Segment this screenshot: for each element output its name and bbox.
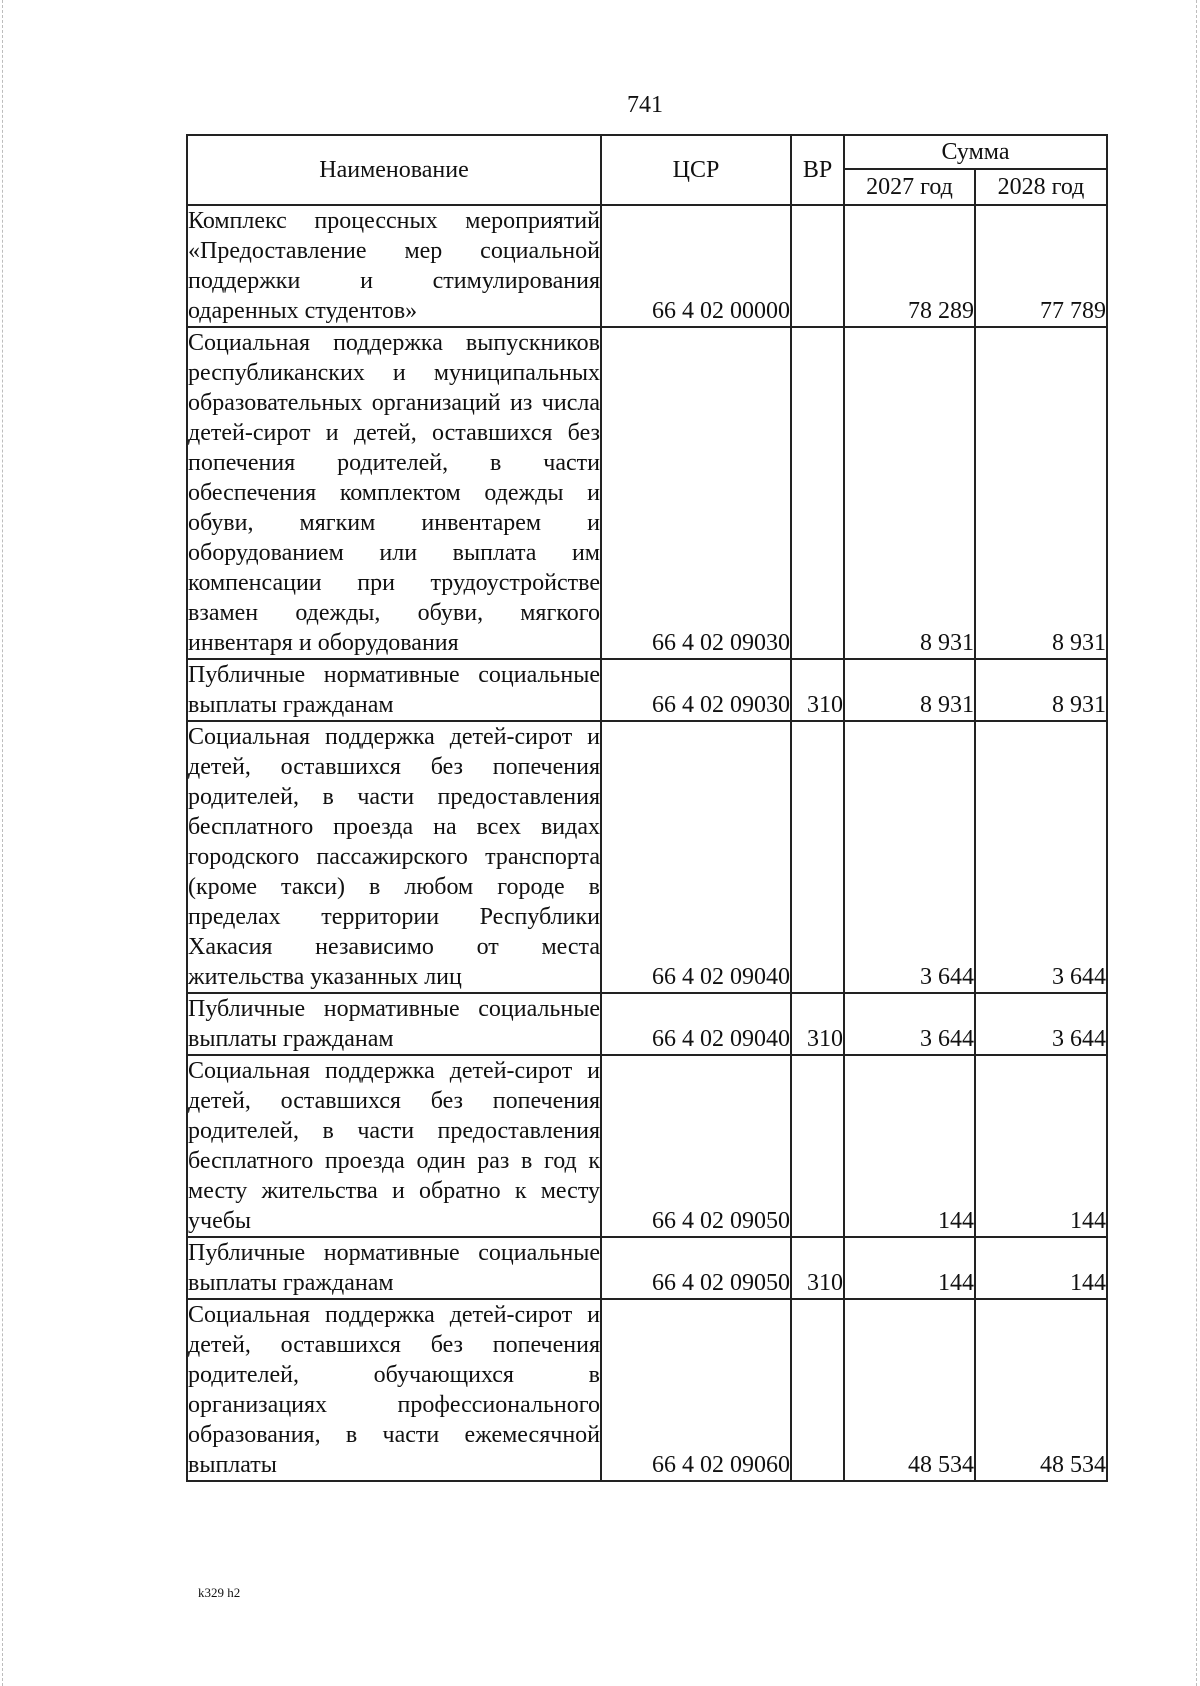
header-csr: ЦСР xyxy=(601,135,791,205)
row-vr: 310 xyxy=(791,1237,844,1299)
row-sum-2028: 77 789 xyxy=(975,205,1107,327)
table-row xyxy=(187,659,1107,721)
row-vr: 310 xyxy=(791,659,844,721)
row-vr xyxy=(791,1299,844,1481)
scan-edge-left xyxy=(2,0,3,1686)
row-sum-2027: 8 931 xyxy=(844,659,975,721)
header-vr: ВР xyxy=(791,135,844,205)
header-name: Наименование xyxy=(187,135,601,205)
row-csr: 66 4 02 09050 xyxy=(601,1237,791,1299)
row-sum-2027: 3 644 xyxy=(844,993,975,1055)
row-csr: 66 4 02 09030 xyxy=(601,659,791,721)
row-vr xyxy=(791,327,844,659)
row-name: Социальная поддержка детей-сирот и детей, оставшихся без попечения родителей, обучающихся в организациях профессионального образования, в части ежемесячной выплаты xyxy=(187,1299,601,1481)
table-row xyxy=(187,205,1107,327)
row-csr: 66 4 02 09060 xyxy=(601,1299,791,1481)
page-number: 741 xyxy=(627,92,663,118)
row-sum-2028: 144 xyxy=(975,1055,1107,1237)
row-csr: 66 4 02 09040 xyxy=(601,993,791,1055)
budget-table xyxy=(186,134,1108,1482)
table-row xyxy=(187,721,1107,993)
table-header xyxy=(187,135,1107,205)
table-row xyxy=(187,1055,1107,1237)
row-vr: 310 xyxy=(791,993,844,1055)
row-csr: 66 4 02 09050 xyxy=(601,1055,791,1237)
row-name: Социальная поддержка детей-сирот и детей, оставшихся без попечения родителей, в части предоставления бесплатного проезда один раз в год к месту жительства и обратно к месту учебы xyxy=(187,1055,601,1237)
row-csr: 66 4 02 09030 xyxy=(601,327,791,659)
table-body xyxy=(187,205,1107,1481)
row-sum-2027: 78 289 xyxy=(844,205,975,327)
footer-document-code: k329 h2 xyxy=(198,1585,241,1600)
row-vr xyxy=(791,721,844,993)
row-sum-2027: 48 534 xyxy=(844,1299,975,1481)
row-csr: 66 4 02 09040 xyxy=(601,721,791,993)
row-name: Комплекс процессных мероприятий «Предоставление мер социальной поддержки и стимулирования одаренных студентов» xyxy=(187,205,601,327)
row-sum-2028: 3 644 xyxy=(975,993,1107,1055)
row-sum-2028: 8 931 xyxy=(975,659,1107,721)
row-name: Публичные нормативные социальные выплаты гражданам xyxy=(187,993,601,1055)
row-name: Социальная поддержка выпускников республиканских и муниципальных образовательных организаций из числа детей-сирот и детей, оставшихся без попечения родителей, в части обеспечения комплектом одежды и обуви, мягким инвентарем и оборудованием или выплата им компенсации при трудоустройстве взамен одежды, обуви, мягкого инвентаря и оборудования xyxy=(187,327,601,659)
table-row xyxy=(187,1237,1107,1299)
row-sum-2027: 144 xyxy=(844,1055,975,1237)
header-year-2027: 2027 год xyxy=(844,169,975,205)
header-sum: Сумма xyxy=(844,135,1107,169)
row-name: Публичные нормативные социальные выплаты гражданам xyxy=(187,659,601,721)
row-sum-2028: 144 xyxy=(975,1237,1107,1299)
row-name: Социальная поддержка детей-сирот и детей, оставшихся без попечения родителей, в части предоставления бесплатного проезда на всех видах городского пассажирского транспорта (кроме такси) в любом городе в пределах территории Республики Хакасия независимо от места жительства указанных лиц xyxy=(187,721,601,993)
row-vr xyxy=(791,205,844,327)
row-vr xyxy=(791,1055,844,1237)
row-sum-2028: 8 931 xyxy=(975,327,1107,659)
row-name: Публичные нормативные социальные выплаты гражданам xyxy=(187,1237,601,1299)
row-sum-2028: 3 644 xyxy=(975,721,1107,993)
table-row xyxy=(187,1299,1107,1481)
header-year-2028: 2028 год xyxy=(975,169,1107,205)
row-sum-2027: 144 xyxy=(844,1237,975,1299)
row-csr: 66 4 02 00000 xyxy=(601,205,791,327)
table-row xyxy=(187,327,1107,659)
scan-edge-right xyxy=(1196,0,1197,1686)
table-row xyxy=(187,993,1107,1055)
row-sum-2027: 8 931 xyxy=(844,327,975,659)
row-sum-2028: 48 534 xyxy=(975,1299,1107,1481)
row-sum-2027: 3 644 xyxy=(844,721,975,993)
